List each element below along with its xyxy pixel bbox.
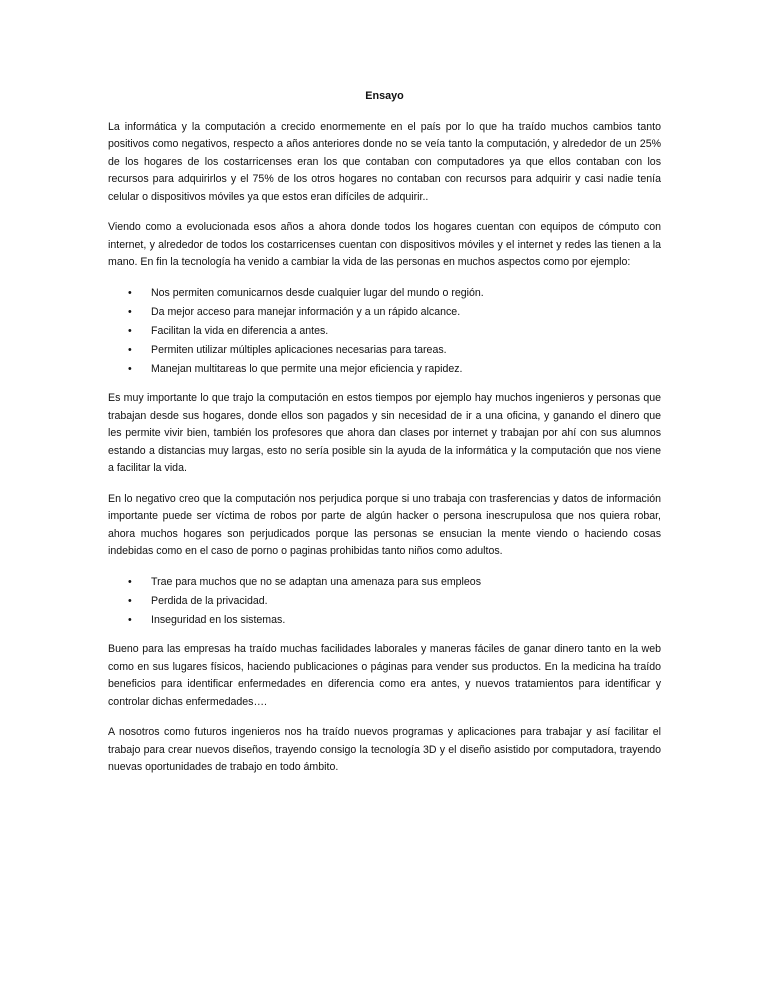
bullet-icon: • (128, 343, 132, 356)
list-item (108, 612, 661, 630)
list-item-text: Da mejor acceso para manejar información y a un rápido alcance. (151, 305, 461, 318)
list-item-text: Permiten utilizar múltiples aplicaciones necesarias para tareas. (151, 343, 447, 356)
bullet-icon: • (128, 305, 132, 318)
document-page (108, 88, 661, 790)
list-item-text: Manejan multitareas lo que permite una mejor eficiencia y rapidez. (151, 362, 463, 375)
document-title: Ensayo (365, 90, 404, 102)
paragraph-negative: En lo negativo creo que la computación nos perjudica porque si uno trabaja con trasferencias y datos de información importante puede ser víctima de robos por parte de algún hacker o persona inescrupulosa que nos quiera robar, ahora muchos hogares son perjudicados porque las personas se ensucian la mente viendo o haciendo cosas indebidas como en el caso de porno o paginas prohibidas tanto niños como adultos. (108, 492, 661, 557)
bullet-icon: • (128, 613, 132, 626)
list-item (108, 323, 661, 341)
list-item (108, 361, 661, 379)
paragraph-engineers: A nosotros como futuros ingenieros nos ha traído nuevos programas y aplicaciones para trabajar y así facilitar el trabajo para crear nuevos diseños, trayendo consigo la tecnología 3D y el diseño asistido por computadora, trayendo nuevas oportunidades de trabajo en todo ámbito. (108, 726, 661, 773)
paragraph-importance: Es muy importante lo que trajo la computación en estos tiempos por ejemplo hay muchos ingenieros y personas que trabajan desde sus hogares, donde ellos son pagados y sin necesidad de ir a una oficina, y ganando el dinero que les permite vivir bien, también los profesores que ahora dan clases por internet y trabajan por ahí con sus alumnos estando a distancias muy largas, esto no sería posible sin la ayuda de la informática y la computación que nos viene a facilitar la vida. (108, 392, 661, 474)
list-item-text: Inseguridad en los sistemas. (151, 613, 286, 626)
list-item-text: Trae para muchos que no se adaptan una amenaza para sus empleos (151, 575, 481, 588)
list-item (108, 285, 661, 303)
paragraph-business: Bueno para las empresas ha traído muchas facilidades laborales y maneras fáciles de ganar dinero tanto en la web como en sus lugares físicos, haciendo publicaciones o páginas para vender sus productos. En la medicina ha traído beneficios para identificar enfermedades en diferencia como era antes, y nuevos tratamientos para identificar y controlar dichas enfermedades…. (108, 643, 661, 708)
list-item-text: Facilitan la vida en diferencia a antes. (151, 324, 329, 337)
list-item-text: Perdida de la privacidad. (151, 594, 268, 607)
bullet-icon: • (128, 594, 132, 607)
list-item (108, 342, 661, 360)
list-item (108, 304, 661, 322)
bullet-icon: • (128, 324, 132, 337)
bullet-icon: • (128, 575, 132, 588)
bullet-icon: • (128, 362, 132, 375)
list-positive-aspects (108, 285, 661, 379)
list-negative-aspects (108, 574, 661, 630)
list-item-text: Nos permiten comunicarnos desde cualquier lugar del mundo o región. (151, 286, 484, 299)
bullet-icon: • (128, 286, 132, 299)
paragraph-intro: La informática y la computación a crecido enormemente en el país por lo que ha traído muchos cambios tanto positivos como negativos, respecto a años anteriores donde no se veía tanto la computación, y alrededor de un 25% de los hogares de los costarricenses eran los que contaban con computadores ya que ellos contaban con los recursos para adquirirlos y el 75% de los otros hogares no contaban con recursos para adquirir y casi nadie tenía celular o dispositivos móviles ya que estos eran difíciles de adquirir.. (108, 120, 661, 203)
list-item (108, 574, 661, 592)
paragraph-evolution: Viendo como a evolucionada esos años a ahora donde todos los hogares cuentan con equipos de cómputo con internet, y alrededor de todos los costarricenses cuentan con dispositivos móviles y el internet y redes las tienen a la mano. En fin la tecnología ha venido a cambiar la vida de las personas en muchos aspectos como por ejemplo: (108, 221, 661, 268)
list-item (108, 593, 661, 611)
